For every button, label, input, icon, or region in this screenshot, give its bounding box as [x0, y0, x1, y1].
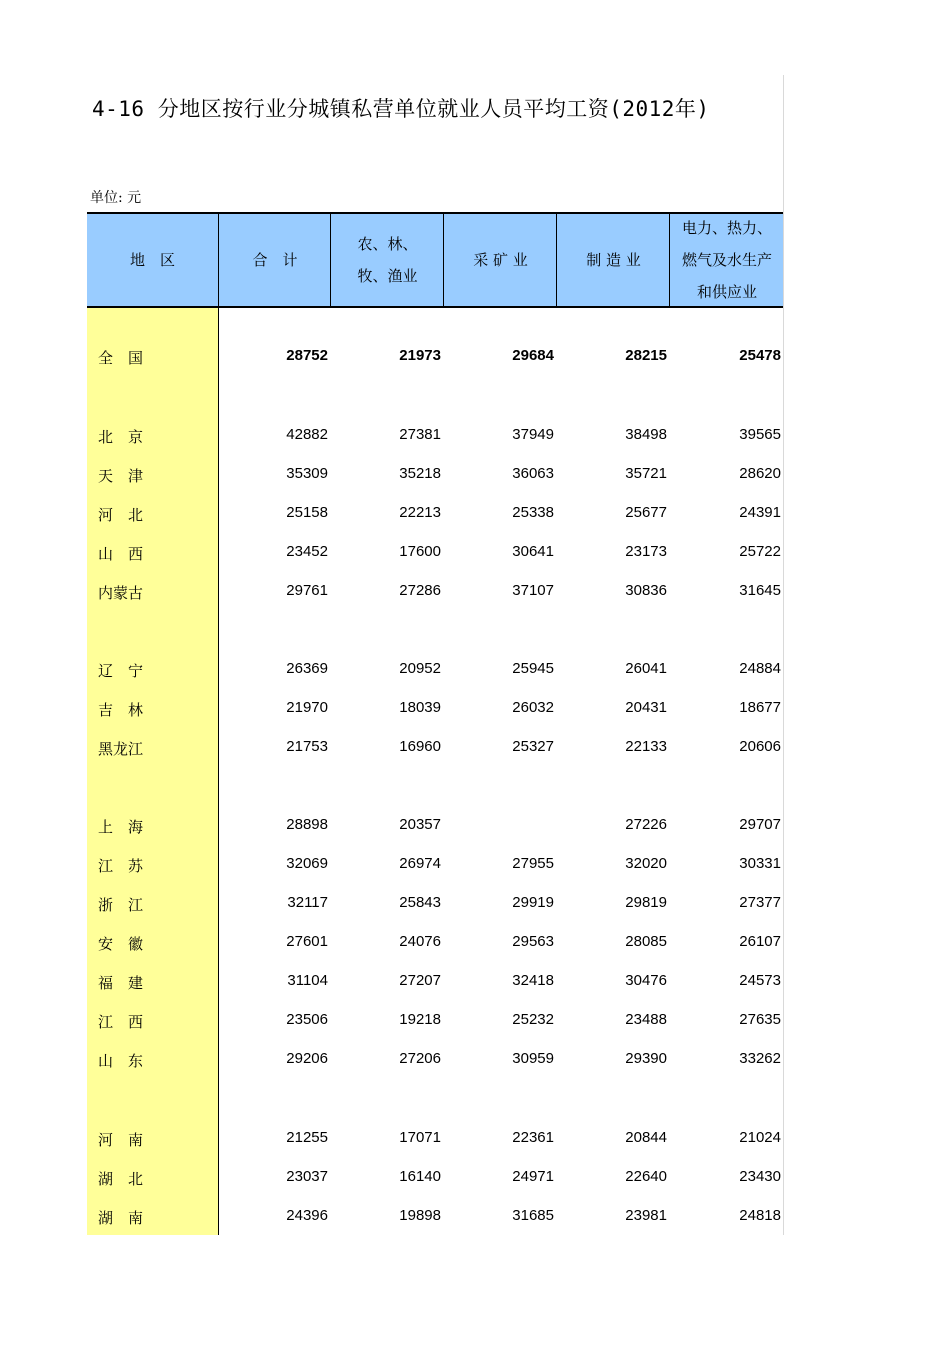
table-row [87, 970, 783, 994]
unit-label: 单位: 元 [90, 190, 142, 206]
column-header-line: 制 造 业 [586, 251, 641, 269]
cell-value: 29206 [286, 1050, 328, 1067]
cell-value: 22640 [625, 1168, 667, 1185]
cell-value: 25158 [286, 504, 328, 521]
cell-value: 26107 [739, 933, 781, 950]
column-header-line: 农、林、 [357, 235, 418, 253]
cell-value: 32117 [287, 894, 328, 911]
region-name: 上 海 [98, 818, 144, 836]
column-header-line: 和供应业 [696, 283, 757, 301]
cell-value: 37107 [512, 582, 554, 599]
cell-value: 33262 [739, 1050, 781, 1067]
region-name: 浙 江 [98, 896, 144, 914]
cell-value: 23506 [286, 1011, 328, 1028]
cell-value: 25722 [739, 543, 781, 560]
table-row [87, 1009, 783, 1033]
region-name: 湖 北 [98, 1170, 144, 1188]
column-header-line: 合 计 [252, 251, 298, 269]
cell-value: 30331 [739, 855, 781, 872]
cell-value: 39565 [739, 426, 781, 443]
cell-value: 21753 [286, 738, 328, 755]
region-name: 山 东 [98, 1052, 144, 1070]
cell-value: 31645 [739, 582, 781, 599]
cell-value: 25843 [399, 894, 441, 911]
cell-value: 24076 [399, 933, 441, 950]
cell-value: 30476 [625, 972, 667, 989]
cell-value: 25478 [739, 347, 781, 364]
region-name: 辽 宁 [98, 662, 144, 680]
table-row [87, 345, 783, 369]
table-row [87, 853, 783, 877]
cell-value: 31104 [287, 972, 328, 989]
cell-value: 28085 [625, 933, 667, 950]
cell-value: 16960 [399, 738, 441, 755]
cell-value: 35721 [625, 465, 667, 482]
region-name: 内蒙古 [98, 584, 144, 602]
cell-value: 23173 [625, 543, 667, 560]
region-name: 山 西 [98, 545, 144, 563]
table-row [87, 697, 783, 721]
cell-value: 17071 [399, 1129, 441, 1146]
cell-value: 23981 [625, 1207, 667, 1224]
cell-value: 23430 [739, 1168, 781, 1185]
cell-value: 25232 [512, 1011, 554, 1028]
cell-value: 26032 [512, 699, 554, 716]
cell-value: 19898 [399, 1207, 441, 1224]
table-row [87, 1127, 783, 1151]
cell-value: 28215 [625, 347, 667, 364]
region-name: 黑龙江 [98, 740, 144, 758]
cell-value: 24971 [512, 1168, 554, 1185]
cell-value: 27377 [739, 894, 781, 911]
cell-value: 29684 [512, 347, 554, 364]
cell-value: 38498 [625, 426, 667, 443]
table-header [87, 212, 783, 308]
cell-value: 27206 [399, 1050, 441, 1067]
cell-value: 26974 [399, 855, 441, 872]
cell-value: 25945 [512, 660, 554, 677]
cell-value: 23452 [286, 543, 328, 560]
cell-value: 28898 [286, 816, 328, 833]
column-header-1 [218, 214, 331, 306]
cell-value: 30959 [512, 1050, 554, 1067]
table-row [87, 463, 783, 487]
column-header-4 [556, 214, 670, 306]
cell-value: 27286 [399, 582, 441, 599]
region-name: 北 京 [98, 428, 144, 446]
cell-value: 35309 [286, 465, 328, 482]
table-row [87, 736, 783, 760]
cell-value: 20844 [625, 1129, 667, 1146]
column-header-line: 牧、渔业 [357, 267, 418, 285]
column-header-line: 采 矿 业 [473, 251, 528, 269]
column-header-line: 地 区 [129, 251, 175, 269]
region-name: 河 南 [98, 1131, 144, 1149]
cell-value: 17600 [399, 543, 441, 560]
cell-value: 26369 [286, 660, 328, 677]
cell-value: 24391 [739, 504, 781, 521]
region-name: 江 苏 [98, 857, 144, 875]
cell-value: 19218 [399, 1011, 441, 1028]
column-header-0 [87, 214, 218, 306]
table-row [87, 541, 783, 565]
spreadsheet-sheet [87, 75, 784, 1235]
cell-value: 29707 [739, 816, 781, 833]
cell-value: 22361 [512, 1129, 554, 1146]
cell-value: 21024 [739, 1129, 781, 1146]
cell-value: 29761 [286, 582, 328, 599]
table-row [87, 1048, 783, 1072]
cell-value: 24573 [739, 972, 781, 989]
cell-value: 20357 [399, 816, 441, 833]
cell-value: 27226 [625, 816, 667, 833]
column-header-5 [669, 214, 784, 306]
page-title: 4-16 分地区按行业分城镇私营单位就业人员平均工资(2012年) [92, 97, 710, 121]
table-row [87, 424, 783, 448]
table-row [87, 580, 783, 604]
cell-value: 31685 [512, 1207, 554, 1224]
cell-value: 36063 [512, 465, 554, 482]
cell-value: 23488 [625, 1011, 667, 1028]
cell-value: 24818 [739, 1207, 781, 1224]
cell-value: 27207 [399, 972, 441, 989]
cell-value: 25338 [512, 504, 554, 521]
cell-value: 24396 [286, 1207, 328, 1224]
region-name: 福 建 [98, 974, 144, 992]
region-name: 吉 林 [98, 701, 144, 719]
cell-value: 35218 [399, 465, 441, 482]
cell-value: 25327 [512, 738, 554, 755]
cell-value: 25677 [625, 504, 667, 521]
cell-value: 32069 [286, 855, 328, 872]
column-header-line: 燃气及水生产 [681, 251, 772, 269]
cell-value: 27955 [512, 855, 554, 872]
cell-value: 28752 [286, 347, 328, 364]
column-header-3 [443, 214, 557, 306]
cell-value: 16140 [399, 1168, 441, 1185]
cell-value: 29563 [512, 933, 554, 950]
cell-value: 29919 [512, 894, 554, 911]
cell-value: 22133 [625, 738, 667, 755]
cell-value: 23037 [286, 1168, 328, 1185]
cell-value: 20431 [625, 699, 667, 716]
cell-value: 21970 [286, 699, 328, 716]
region-name: 安 徽 [98, 935, 144, 953]
table-row [87, 931, 783, 955]
table-row [87, 1166, 783, 1190]
cell-value: 24884 [739, 660, 781, 677]
table-row [87, 814, 783, 838]
cell-value: 27601 [286, 933, 328, 950]
cell-value: 27381 [399, 426, 441, 443]
cell-value: 21255 [286, 1129, 328, 1146]
cell-value: 30836 [625, 582, 667, 599]
cell-value: 29819 [625, 894, 667, 911]
cell-value: 21973 [399, 347, 441, 364]
cell-value: 22213 [399, 504, 441, 521]
table-row [87, 1205, 783, 1229]
cell-value: 29390 [625, 1050, 667, 1067]
cell-value: 20606 [739, 738, 781, 755]
region-name: 河 北 [98, 506, 144, 524]
cell-value: 42882 [286, 426, 328, 443]
cell-value: 30641 [512, 543, 554, 560]
cell-value: 37949 [512, 426, 554, 443]
region-name: 湖 南 [98, 1209, 144, 1227]
cell-value: 32418 [512, 972, 554, 989]
table-row [87, 502, 783, 526]
region-name: 全 国 [98, 349, 144, 367]
cell-value: 18677 [739, 699, 781, 716]
cell-value: 26041 [625, 660, 667, 677]
column-header-2 [330, 214, 444, 306]
cell-value: 18039 [399, 699, 441, 716]
cell-value: 20952 [399, 660, 441, 677]
region-name: 天 津 [98, 467, 144, 485]
table-row [87, 658, 783, 682]
table-row [87, 892, 783, 916]
cell-value: 28620 [739, 465, 781, 482]
cell-value: 27635 [739, 1011, 781, 1028]
cell-value: 32020 [625, 855, 667, 872]
column-header-line: 电力、热力、 [681, 219, 772, 237]
region-name: 江 西 [98, 1013, 144, 1031]
